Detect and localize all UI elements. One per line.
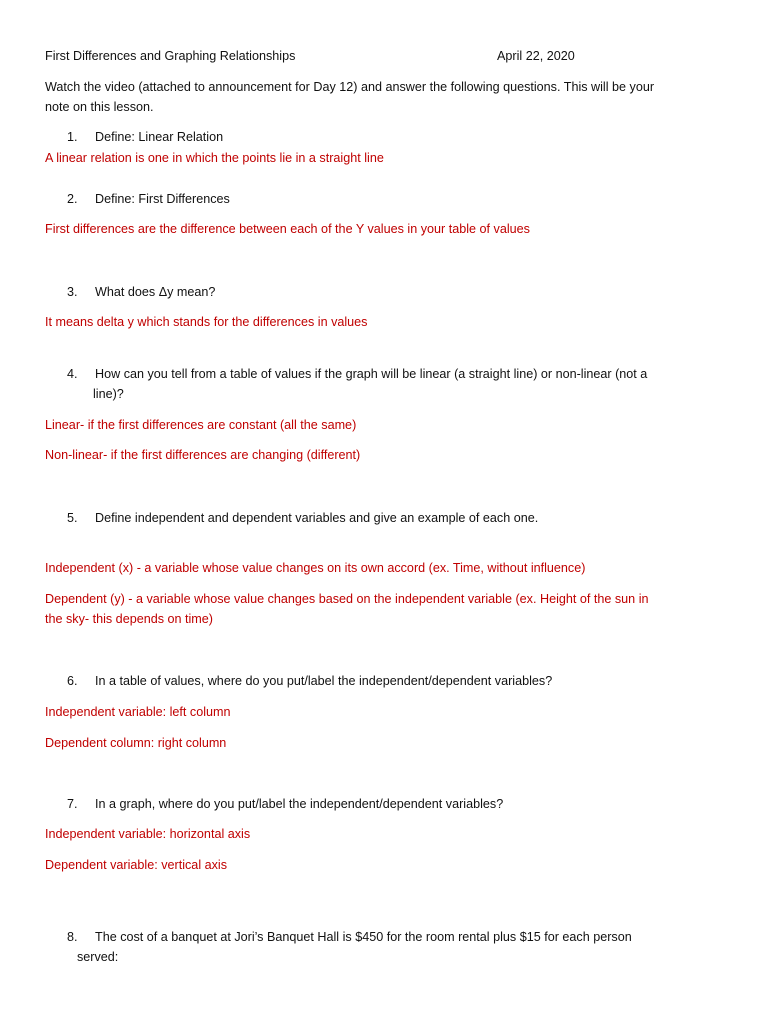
question-number: 4. (67, 367, 78, 381)
question-4-continuation: line)? (93, 387, 124, 401)
answer-6-dependent: Dependent column: right column (45, 736, 227, 750)
answer-1: A linear relation is one in which the points lie in a straight line (45, 151, 384, 165)
question-text: In a graph, where do you put/label the independent/dependent variables? (95, 797, 504, 811)
answer-3: It means delta y which stands for the differences in values (45, 315, 368, 329)
question-number: 6. (67, 674, 78, 688)
question-5 (67, 508, 538, 529)
question-text: Define: First Differences (95, 192, 230, 206)
answer-2: First differences are the difference between each of the Y values in your table of values (45, 222, 530, 236)
question-6 (67, 671, 552, 692)
question-number: 5. (67, 511, 78, 525)
document-title: First Differences and Graphing Relationships (45, 49, 296, 63)
answer-5-dependent: Dependent (y) - a variable whose value changes based on the independent variable (ex. Height of the sun in (45, 592, 649, 606)
document-header (45, 46, 745, 67)
question-3 (67, 282, 215, 303)
question-number: 7. (67, 797, 78, 811)
answer-4-nonlinear: Non-linear- if the first differences are changing (different) (45, 448, 361, 462)
answer-4-linear: Linear- if the first differences are constant (all the same) (45, 418, 357, 432)
answer-5-independent: Independent (x) - a variable whose value changes on its own accord (ex. Time, without influence) (45, 561, 586, 575)
question-1 (67, 127, 223, 148)
intro-line-1: Watch the video (attached to announcement for Day 12) and answer the following questions. This will be your (45, 80, 655, 94)
question-text: How can you tell from a table of values if the graph will be linear (a straight line) or non-linear (not a (95, 367, 648, 381)
question-8 (67, 927, 632, 948)
question-number: 2. (67, 192, 78, 206)
question-number: 8. (67, 930, 78, 944)
question-text: What does Δy mean? (95, 285, 216, 299)
question-2 (67, 189, 230, 210)
answer-7-independent: Independent variable: horizontal axis (45, 827, 251, 841)
question-text: Define: Linear Relation (95, 130, 224, 144)
question-text: In a table of values, where do you put/label the independent/dependent variables? (95, 674, 553, 688)
question-text: Define independent and dependent variables and give an example of each one. (95, 511, 539, 525)
question-8-continuation: served: (77, 950, 119, 964)
question-number: 1. (67, 130, 78, 144)
question-number: 3. (67, 285, 78, 299)
intro-line-2: note on this lesson. (45, 100, 154, 114)
document-date: April 22, 2020 (497, 49, 575, 63)
question-7 (67, 794, 503, 815)
answer-6-independent: Independent variable: left column (45, 705, 231, 719)
answer-7-dependent: Dependent variable: vertical axis (45, 858, 228, 872)
answer-5-dependent-continuation: the sky- this depends on time) (45, 612, 213, 626)
question-text: The cost of a banquet at Jori’s Banquet Hall is $450 for the room rental plus $15 for each person (95, 930, 632, 944)
question-4 (67, 364, 647, 385)
